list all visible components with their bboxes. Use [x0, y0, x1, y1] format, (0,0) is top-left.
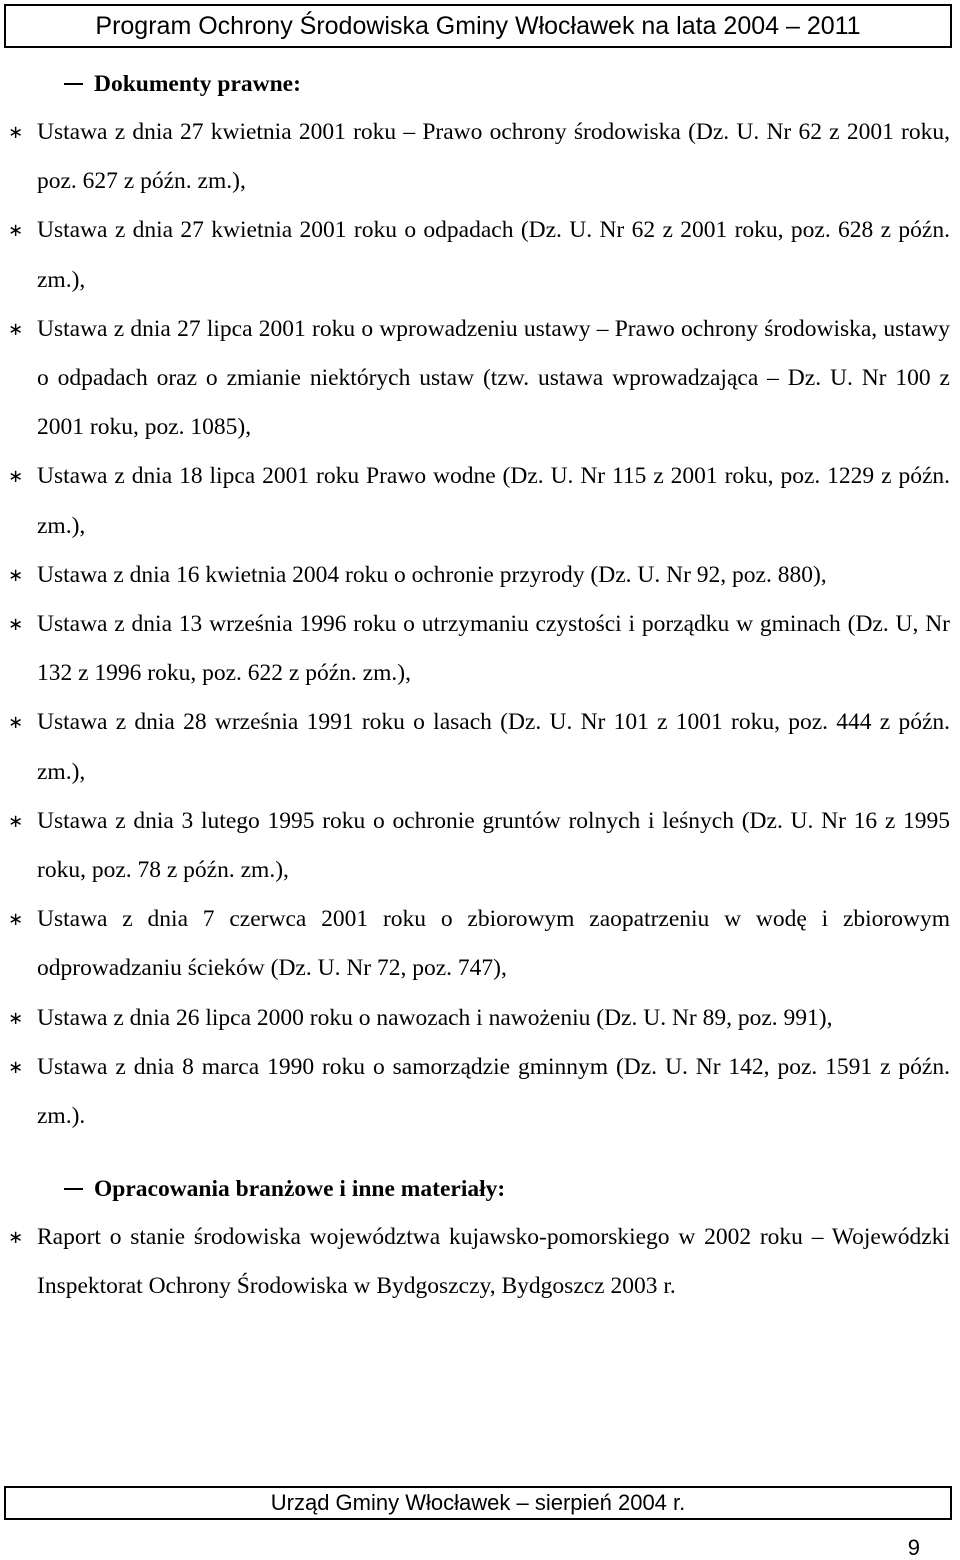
section-industry-materials	[0, 1165, 960, 1311]
asterisk-bullet-icon: ∗	[8, 1227, 24, 1249]
list-item-text: Ustawa z dnia 27 kwietnia 2001 roku o odpadach (Dz. U. Nr 62 z 2001 roku, poz. 628 z późn. zm.),	[37, 217, 950, 293]
list-item-text: Raport o stanie środowiska województwa kujawsko-pomorskiego w 2002 roku – Wojewódzki Inspektorat Ochrony Środowiska w Bydgoszczy, Bydgoszcz 2003 r.	[37, 1224, 950, 1300]
list-item-text: Ustawa z dnia 27 lipca 2001 roku o wprowadzeniu ustawy – Prawo ochrony środowiska, ustawy o odpadach oraz o zmianie niektórych ustaw (tzw. ustawa wprowadzająca – Dz. U. Nr 100 z 2001 roku, poz. 1085),	[37, 315, 950, 441]
section-heading-text: Dokumenty prawne:	[94, 71, 301, 97]
list-item-text: Ustawa z dnia 13 września 1996 roku o utrzymaniu czystości i porządku w gminach (Dz. U, Nr 132 z 1996 roku, poz. 622 z późn. zm.),	[37, 611, 950, 687]
document-body	[0, 60, 960, 1312]
list-item-text: Ustawa z dnia 7 czerwca 2001 roku o zbiorowym zaopatrzeniu w wodę i zbiorowym odprowadzaniu ścieków (Dz. U. Nr 72, poz. 747),	[37, 906, 950, 982]
list-item	[0, 1043, 960, 1141]
list-item	[0, 551, 960, 600]
asterisk-bullet-icon: ∗	[8, 220, 24, 242]
list-item-text: Ustawa z dnia 27 kwietnia 2001 roku – Prawo ochrony środowiska (Dz. U. Nr 62 z 2001 roku, poz. 627 z późn. zm.),	[37, 119, 950, 195]
legal-documents-list	[0, 108, 960, 1141]
page-footer	[4, 1486, 952, 1520]
section-heading	[0, 60, 960, 108]
asterisk-bullet-icon: ∗	[8, 1056, 24, 1078]
list-item-text: Ustawa z dnia 18 lipca 2001 roku Prawo wodne (Dz. U. Nr 115 z 2001 roku, poz. 1229 z późn. zm.),	[37, 463, 950, 539]
list-item	[0, 895, 960, 993]
asterisk-bullet-icon: ∗	[8, 712, 24, 734]
list-item	[0, 1213, 960, 1311]
asterisk-bullet-icon: ∗	[8, 1007, 24, 1029]
list-item	[0, 206, 960, 304]
asterisk-bullet-icon: ∗	[8, 614, 24, 636]
list-item	[0, 994, 960, 1043]
page-number: 9	[907, 1535, 920, 1560]
list-item	[0, 305, 960, 453]
asterisk-bullet-icon: ∗	[8, 122, 24, 143]
asterisk-bullet-icon: ∗	[8, 318, 24, 340]
section-legal-documents	[0, 60, 960, 1141]
list-item-text: Ustawa z dnia 8 marca 1990 roku o samorządzie gminnym (Dz. U. Nr 142, poz. 1591 z późn. zm.).	[37, 1053, 950, 1130]
industry-materials-list	[0, 1213, 960, 1311]
footer-text: Urząd Gminy Włocławek – sierpień 2004 r.	[270, 1490, 686, 1515]
asterisk-bullet-icon: ∗	[8, 810, 24, 832]
list-item	[0, 698, 960, 796]
page-header	[4, 4, 952, 48]
asterisk-bullet-icon: ∗	[8, 466, 24, 488]
list-item-text: Ustawa z dnia 26 lipca 2000 roku o nawozach i nawożeniu (Dz. U. Nr 89, poz. 991),	[37, 1004, 833, 1031]
dash-marker	[64, 83, 83, 85]
list-item-text: Ustawa z dnia 28 września 1991 roku o lasach (Dz. U. Nr 101 z 1001 roku, poz. 444 z późn. zm.),	[37, 709, 950, 785]
dash-marker	[64, 1188, 83, 1190]
header-title: Program Ochrony Środowiska Gminy Włocławek na lata 2004 – 2011	[95, 12, 861, 40]
list-item	[0, 108, 960, 206]
list-item-text: Ustawa z dnia 3 lutego 1995 roku o ochronie gruntów rolnych i leśnych (Dz. U. Nr 16 z 1995 roku, poz. 78 z późn. zm.),	[37, 807, 950, 884]
section-heading	[0, 1165, 960, 1213]
section-heading-text: Opracowania branżowe i inne materiały:	[94, 1176, 506, 1203]
asterisk-bullet-icon: ∗	[8, 564, 24, 586]
list-item	[0, 797, 960, 895]
list-item-text: Ustawa z dnia 16 kwietnia 2004 roku o ochronie przyrody (Dz. U. Nr 92, poz. 880),	[37, 561, 827, 588]
list-item	[0, 600, 960, 698]
asterisk-bullet-icon: ∗	[8, 909, 24, 931]
list-item	[0, 452, 960, 550]
